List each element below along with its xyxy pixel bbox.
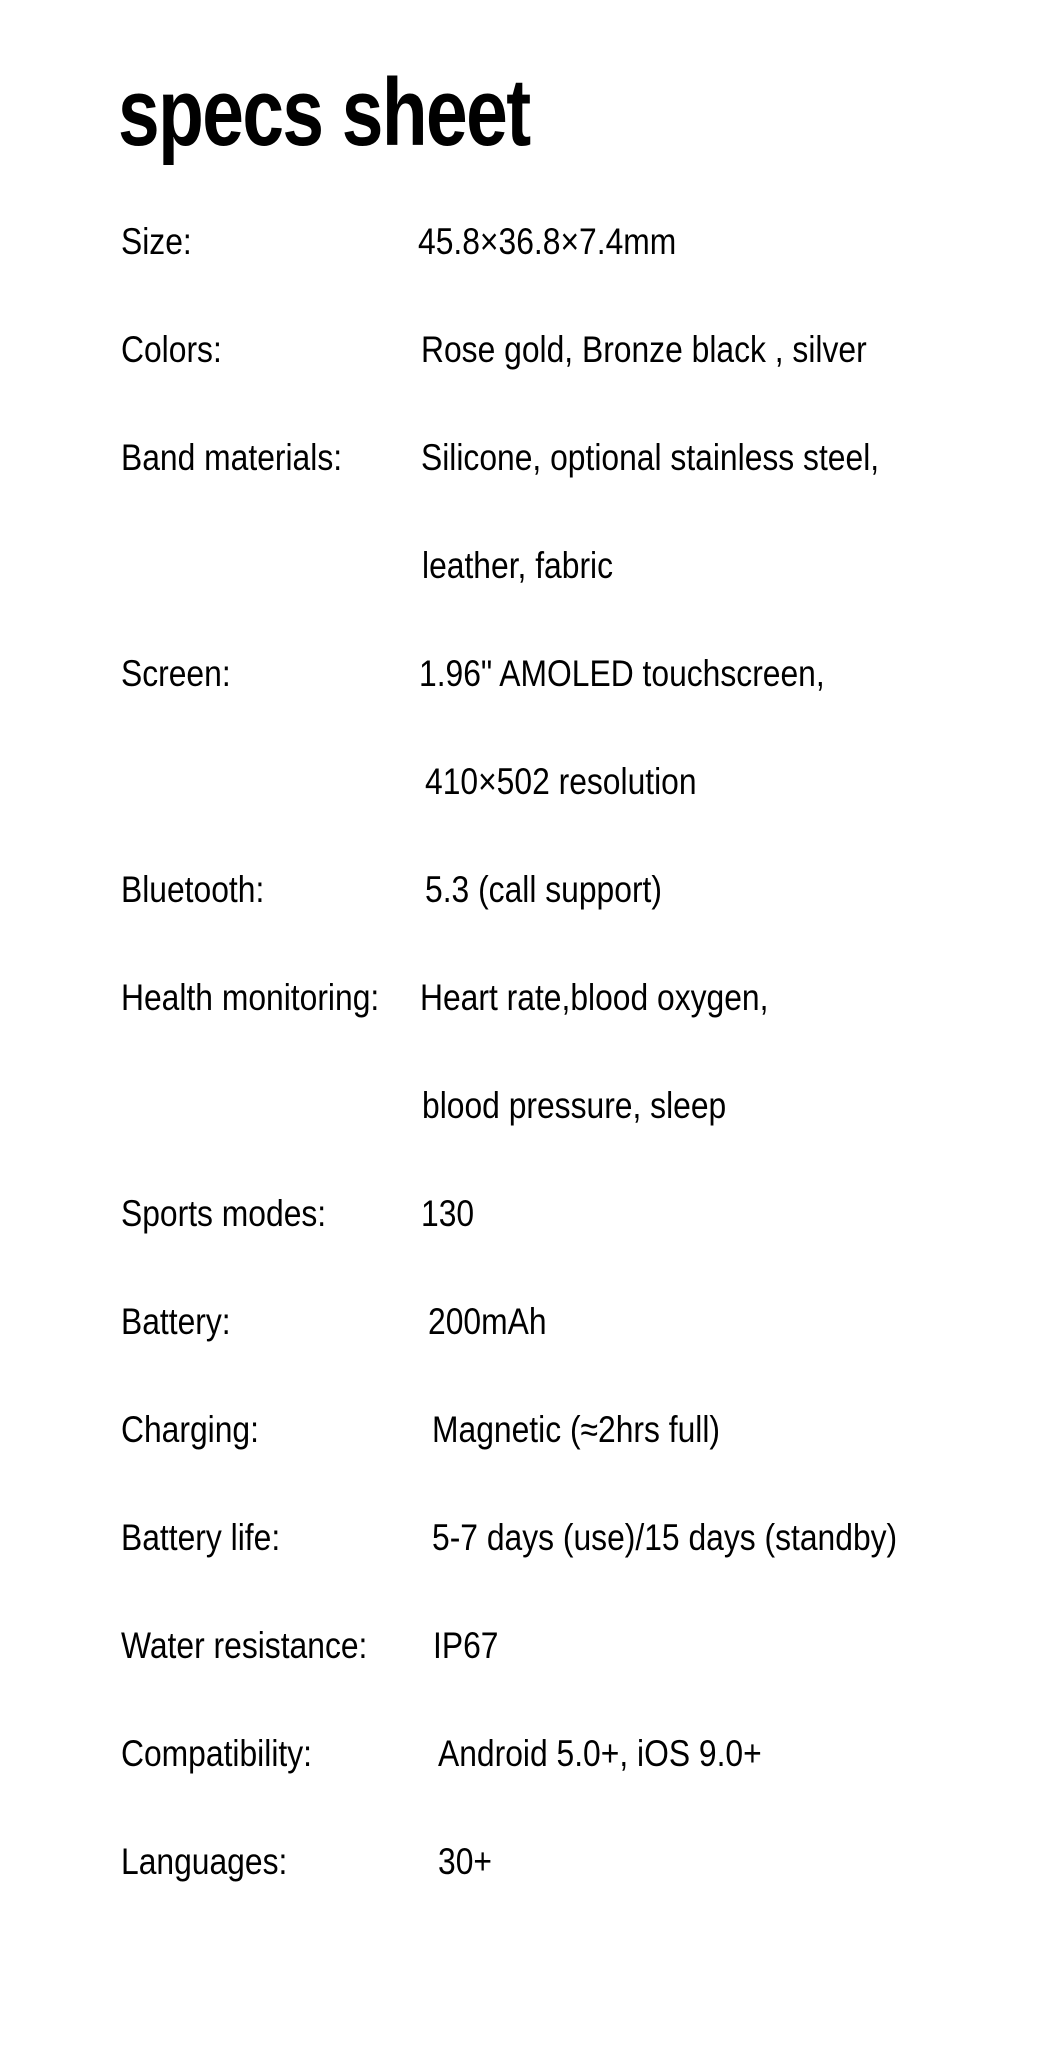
spec-value: 5.3 (call support)	[425, 869, 662, 910]
spec-label: Size:	[121, 221, 192, 262]
spec-value: Heart rate,blood oxygen,	[420, 977, 769, 1018]
spec-label: Health monitoring:	[121, 977, 380, 1018]
spec-label: Water resistance:	[121, 1625, 368, 1666]
spec-value-continued: leather, fabric	[422, 545, 614, 586]
spec-label: Band materials:	[121, 437, 343, 478]
spec-value: 5-7 days (use)/15 days (standby)	[432, 1517, 898, 1558]
spec-label: Battery life:	[121, 1517, 281, 1558]
spec-value: Silicone, optional stainless steel,	[421, 437, 880, 478]
spec-label: Colors:	[121, 329, 222, 370]
spec-value: Magnetic (≈2hrs full)	[432, 1409, 721, 1450]
spec-label: Bluetooth:	[121, 869, 265, 910]
spec-label: Charging:	[121, 1409, 259, 1450]
spec-value: 200mAh	[428, 1301, 547, 1342]
spec-value-continued: blood pressure, sleep	[422, 1085, 727, 1126]
page-title: specs sheet	[118, 59, 530, 166]
spec-label: Battery:	[121, 1301, 231, 1342]
spec-value: 30+	[438, 1841, 492, 1882]
spec-value: IP67	[433, 1625, 499, 1666]
spec-value: Android 5.0+, iOS 9.0+	[438, 1733, 762, 1774]
spec-label: Screen:	[121, 653, 231, 694]
spec-label: Languages:	[121, 1841, 288, 1882]
spec-label: Compatibility:	[121, 1733, 312, 1774]
spec-value: 1.96" AMOLED touchscreen,	[419, 653, 825, 694]
spec-value: 45.8×36.8×7.4mm	[418, 221, 677, 262]
spec-label: Sports modes:	[121, 1193, 327, 1234]
spec-value: Rose gold, Bronze black , silver	[421, 329, 867, 370]
spec-value: 130	[421, 1193, 475, 1234]
spec-value-continued: 410×502 resolution	[425, 761, 697, 802]
